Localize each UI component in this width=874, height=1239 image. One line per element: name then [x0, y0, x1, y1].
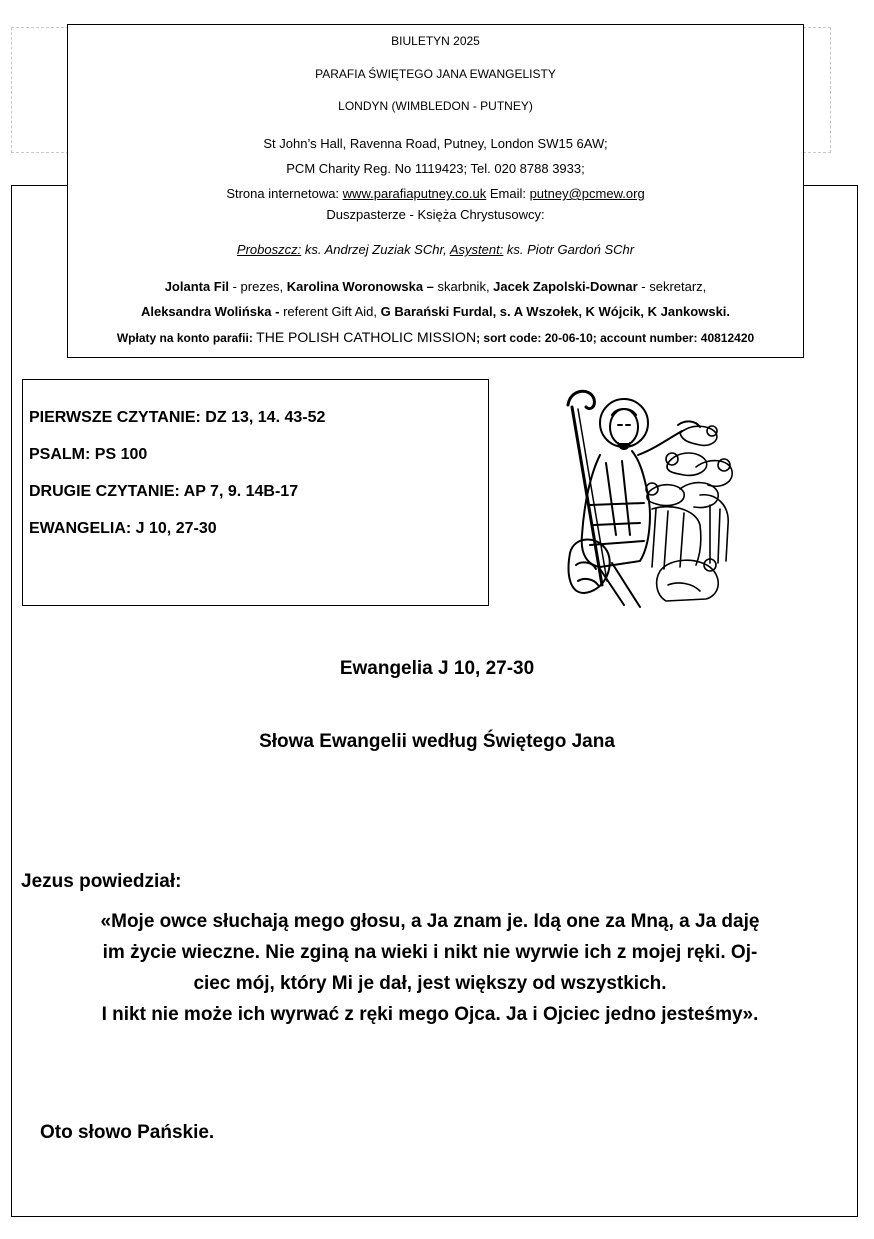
chaplains: Duszpasterze - Księża Chrystusowcy:	[326, 207, 545, 222]
gospel-line: im życie wieczne. Nie zginą na wieki i nikt nie wyrwie ich z mojej ręki. Oj-	[102, 942, 758, 963]
gospel-line: I nikt nie może ich wyrwać z ręki mego Ojca. Ja i Ojciec jedno jesteśmy».	[101, 1004, 759, 1025]
payment-label: Wpłaty na konto parafii:	[116, 331, 257, 345]
contact-line	[68, 186, 803, 201]
council-role: referent Gift Aid,	[279, 304, 381, 319]
gospel-subtitle: Słowa Ewangelii według Świętego Jana	[259, 731, 615, 752]
email-label: Email:	[486, 186, 530, 201]
gospel-line: ciec mój, który Mi je dał, jest większy od wszystkich.	[193, 973, 667, 994]
email-link[interactable]: putney@pcmew.org	[529, 186, 645, 201]
clergy-line	[68, 242, 803, 257]
council-role: - sekretarz,	[637, 279, 707, 294]
gospel-reading: EWANGELIA: J 10, 27-30	[29, 520, 217, 537]
council-member: Aleksandra Wolińska -	[140, 304, 280, 319]
council-member: Jacek Zapolski-Downar	[493, 279, 638, 294]
account-name: THE POLISH CATHOLIC MISSION	[256, 329, 477, 345]
council-line-2	[68, 304, 803, 319]
readings-box	[22, 379, 489, 606]
bulletin-header	[67, 24, 804, 358]
account-details: ; sort code: 20-06-10; account number: 40812420	[476, 331, 755, 345]
parish-priest: ks. Andrzej Zuziak SChr,	[301, 242, 450, 257]
gospel-line: «Moje owce słuchają mego głosu, a Ja znam je. Idą one za Mną, a Ja daję	[100, 911, 760, 932]
website-label: Strona internetowa:	[226, 186, 343, 201]
gospel-text	[20, 906, 840, 1030]
first-reading: PIERWSZE CZYTANIE: DZ 13, 14. 43-52	[29, 409, 326, 426]
website-link[interactable]: www.parafiaputney.co.uk	[342, 186, 487, 201]
psalm: PSALM: PS 100	[29, 446, 148, 463]
council-members: G Barański Furdal, s. A Wszołek, K Wójcik, K Jankowski.	[380, 304, 731, 319]
assistant-label: Asystent:	[449, 242, 504, 257]
payment-line	[68, 329, 803, 345]
council-role: - prezes,	[228, 279, 287, 294]
parish-location: LONDYN (WIMBLEDON - PUTNEY)	[338, 99, 533, 113]
charity-info: PCM Charity Reg. No 1119423; Tel. 020 8788 3933;	[286, 161, 585, 176]
second-reading: DRUGIE CZYTANIE: AP 7, 9. 14B-17	[29, 483, 299, 500]
assistant: ks. Piotr Gardoń SChr	[503, 242, 635, 257]
bulletin-year: BIULETYN 2025	[391, 34, 480, 48]
gospel-title: Ewangelia J 10, 27-30	[339, 658, 535, 679]
parish-address: St John’s Hall, Ravenna Road, Putney, London SW15 6AW;	[263, 136, 608, 151]
parish-priest-label: Proboszcz:	[236, 242, 302, 257]
parish-name: PARAFIA ŚWIĘTEGO JANA EWANGELISTY	[315, 67, 556, 81]
council-line-1	[68, 279, 803, 294]
council-member: Karolina Woronowska –	[286, 279, 434, 294]
council-role: skarbnik,	[433, 279, 494, 294]
council-member: Jolanta Fil	[164, 279, 229, 294]
gospel-intro: Jezus powiedział:	[21, 871, 182, 892]
good-shepherd-illustration	[560, 385, 740, 610]
closing-acclamation: Oto słowo Pańskie.	[40, 1122, 215, 1143]
